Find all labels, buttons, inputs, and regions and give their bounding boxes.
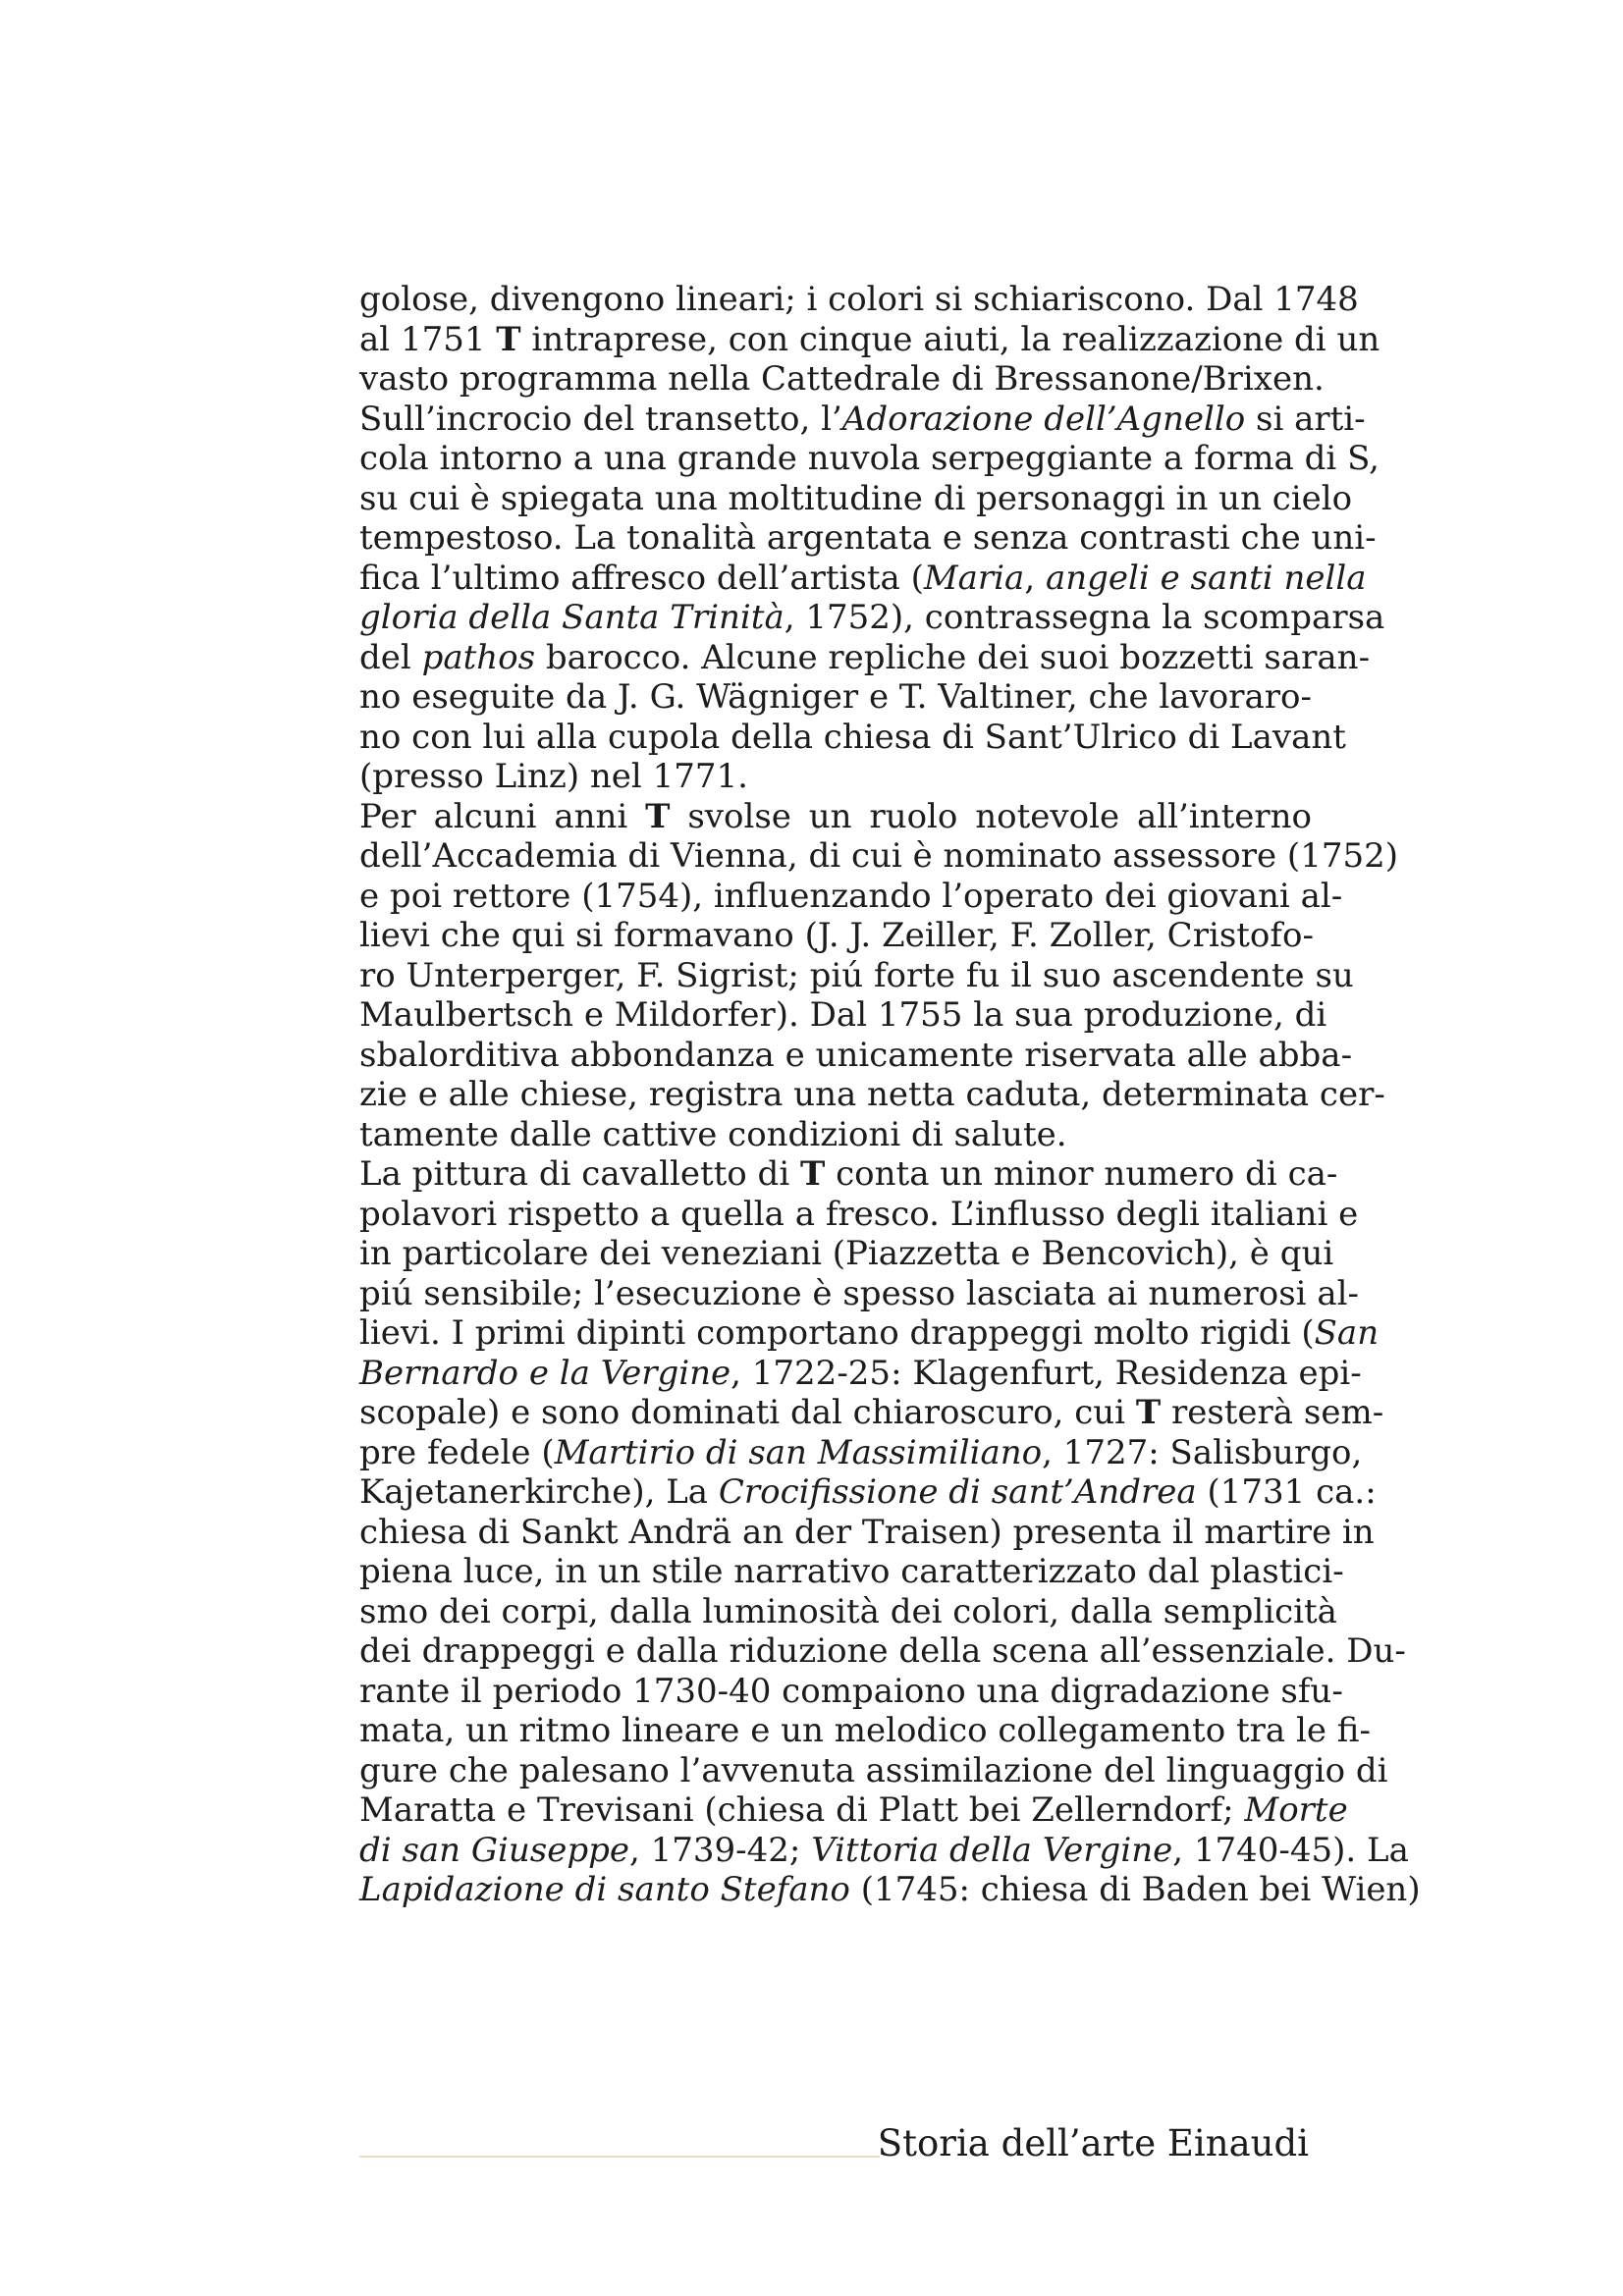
text-run: dei drappeggi e dalla riduzione della scena all’essenziale. Du- — [359, 1631, 1406, 1671]
italic-text: Maria — [923, 558, 1025, 598]
text-line — [359, 1671, 1343, 1712]
text-run: gure che palesano l’avvenuta assimilazione del linguaggio di — [359, 1750, 1388, 1790]
text-run: intraprese, con cinque aiuti, la realizzazione di un — [520, 319, 1380, 359]
italic-text: Martirio di san Massimiliano — [554, 1432, 1043, 1472]
italic-text: San — [1314, 1313, 1380, 1353]
text-line — [359, 1591, 1337, 1632]
text-run: , 1727: Salisburgo, — [1042, 1432, 1363, 1472]
text-run: no eseguite da J. G. Wägniger e T. Valtiner, che lavoraro- — [359, 677, 1312, 717]
text-line — [359, 399, 1366, 440]
text-run: Kajetanerkirche), La — [359, 1472, 719, 1512]
text-line — [359, 1432, 1363, 1473]
text-run: Maulbertsch e Mildorfer). Dal 1755 la sua produzione, di — [359, 995, 1327, 1035]
text-line — [359, 836, 1398, 877]
italic-text: angeli e santi nella — [1045, 558, 1367, 598]
footer-title: Storia dell’arte Einaudi — [877, 2122, 1309, 2164]
italic-text: Morte — [1244, 1790, 1348, 1830]
text-run: dell’Accademia di Vienna, di cui è nominato assessore (1752) — [359, 836, 1398, 876]
bold-text: T — [496, 319, 521, 359]
text-line — [359, 1711, 1371, 1751]
text-run: rante il periodo 1730-40 compaiono una digradazione sfu- — [359, 1671, 1343, 1711]
text-run: fica l’ultimo affresco dell’artista ( — [359, 558, 924, 598]
text-line — [359, 1154, 1338, 1195]
text-run: tamente dalle cattive condizioni di salute. — [359, 1114, 1067, 1154]
bold-text: T — [645, 796, 671, 836]
text-line — [359, 1234, 1334, 1274]
italic-text: Lapidazione di santo Stefano — [359, 1870, 850, 1909]
text-line — [359, 1870, 1421, 1910]
text-line — [359, 995, 1327, 1036]
text-line — [359, 558, 1367, 599]
text-run: ro Unterperger, F. Sigrist; piú forte fu il suo ascendente su — [359, 955, 1354, 995]
text-run: , 1752), contrassegna la scomparsa — [784, 598, 1385, 637]
text-run: resterà sem- — [1161, 1393, 1384, 1432]
italic-text: Crocifissione di sant’Andrea — [718, 1472, 1197, 1512]
text-run: conta un minor numero di ca- — [825, 1154, 1338, 1194]
italic-text: pathos — [421, 637, 536, 677]
text-run: smo dei corpi, dalla luminosità dei colori, dalla semplicità — [359, 1591, 1337, 1631]
text-run: (1731 ca.: — [1196, 1472, 1377, 1512]
text-run: (presso Linz) nel 1771. — [359, 757, 748, 796]
text-run: zie e alle chiese, registra una netta caduta, determinata cer- — [359, 1075, 1385, 1114]
text-line — [359, 478, 1353, 519]
italic-text: Adorazione dell’Agnello — [841, 399, 1246, 439]
text-line — [359, 1194, 1359, 1235]
text-run: in particolare dei veneziani (Piazzetta e Bencovich), è qui — [359, 1234, 1334, 1273]
text-run: su cui è spiegata una moltitudine di personaggi in un cielo — [359, 478, 1353, 518]
text-line — [359, 677, 1312, 718]
text-run: scopale) e sono dominati dal chiaroscuro, cui — [359, 1393, 1136, 1432]
text-run: pre fedele ( — [359, 1432, 555, 1472]
text-run: del — [359, 637, 422, 677]
text-run: , 1722-25: Klagenfurt, Residenza epi- — [730, 1353, 1362, 1393]
italic-text: gloria della Santa Trinità — [359, 598, 784, 637]
text-line — [359, 1512, 1375, 1553]
text-line — [359, 1790, 1348, 1831]
text-line — [359, 757, 1312, 797]
text-line — [359, 1313, 1380, 1354]
text-run: piena luce, in un stile narrativo caratterizzato dal plastici- — [359, 1552, 1344, 1591]
text-run: e poi rettore (1754), influenzando l’operato dei giovani al- — [359, 876, 1343, 916]
text-line — [359, 1115, 1312, 1155]
text-line — [359, 1472, 1377, 1513]
text-line — [359, 359, 1325, 400]
text-run: chiesa di Sankt Andrä an der Traisen) presenta il martire in — [359, 1512, 1375, 1552]
text-line — [359, 280, 1359, 320]
text-run: mata, un ritmo lineare e un melodico collegamento tra le fi- — [359, 1711, 1371, 1750]
italic-text: Vittoria della Vergine — [811, 1830, 1173, 1870]
italic-text: di san Giuseppe — [359, 1830, 630, 1870]
text-line — [359, 1830, 1409, 1871]
text-run: tempestoso. La tonalità argentata e senza contrasti che uni- — [359, 518, 1377, 558]
text-line — [359, 916, 1312, 956]
text-line — [359, 1035, 1353, 1076]
text-run: lievi che qui si formavano (J. J. Zeiller, F. Zoller, Cristofo- — [359, 916, 1314, 955]
text-line — [359, 439, 1380, 479]
text-line — [359, 1075, 1385, 1115]
text-line — [359, 955, 1354, 996]
text-run: si arti- — [1245, 399, 1366, 439]
text-line — [359, 1631, 1406, 1672]
text-line — [359, 1353, 1362, 1394]
text-run: (1745: chiesa di Baden bei Wien) — [849, 1870, 1421, 1909]
text-line — [359, 876, 1343, 917]
text-line — [359, 1750, 1388, 1791]
text-line — [359, 518, 1377, 559]
text-run: , 1740-45). La — [1172, 1830, 1409, 1870]
text-run: , 1739-42; — [629, 1830, 812, 1870]
text-run: no con lui alla cupola della chiesa di Sant’Ulrico di Lavant — [359, 717, 1346, 757]
text-run: Sull’incrocio del transetto, l’ — [359, 399, 842, 439]
text-run: , — [1024, 558, 1046, 598]
text-line — [359, 797, 1312, 837]
text-line — [359, 637, 1371, 678]
text-run: Maratta e Trevisani (chiesa di Platt bei Zellerndorf; — [359, 1790, 1245, 1830]
bold-text: T — [800, 1154, 826, 1194]
text-run: La pittura di cavalletto di — [359, 1154, 801, 1194]
italic-text: Bernardo e la Vergine — [359, 1353, 731, 1393]
text-line — [359, 319, 1380, 360]
text-line — [359, 1273, 1359, 1314]
text-run: barocco. Alcune repliche dei suoi bozzetti saran- — [535, 637, 1371, 677]
text-line — [359, 1393, 1384, 1433]
text-run: svolse un ruolo notevole all’interno — [670, 796, 1312, 836]
text-run: Per alcuni anni — [359, 796, 646, 836]
text-run: golose, divengono lineari; i colori si schiariscono. Dal 1748 — [359, 280, 1359, 319]
footer-rule — [359, 2156, 880, 2158]
text-line — [359, 598, 1385, 638]
text-run: vasto programma nella Cattedrale di Bressanone/Brixen. — [359, 359, 1325, 399]
text-line — [359, 1552, 1344, 1592]
text-run: al 1751 — [359, 319, 497, 359]
bold-text: T — [1135, 1393, 1162, 1432]
text-run: cola intorno a una grande nuvola serpeggiante a forma di S, — [359, 439, 1380, 478]
body-text — [359, 280, 1421, 1910]
text-run: sbalorditiva abbondanza e unicamente riservata alle abba- — [359, 1035, 1353, 1075]
text-line — [359, 717, 1346, 758]
text-run: polavori rispetto a quella a fresco. L’influsso degli italiani e — [359, 1194, 1359, 1234]
text-run: piú sensibile; l’esecuzione è spesso lasciata ai numerosi al- — [359, 1273, 1359, 1313]
text-run: lievi. I primi dipinti comportano drappeggi molto rigidi ( — [359, 1313, 1315, 1353]
